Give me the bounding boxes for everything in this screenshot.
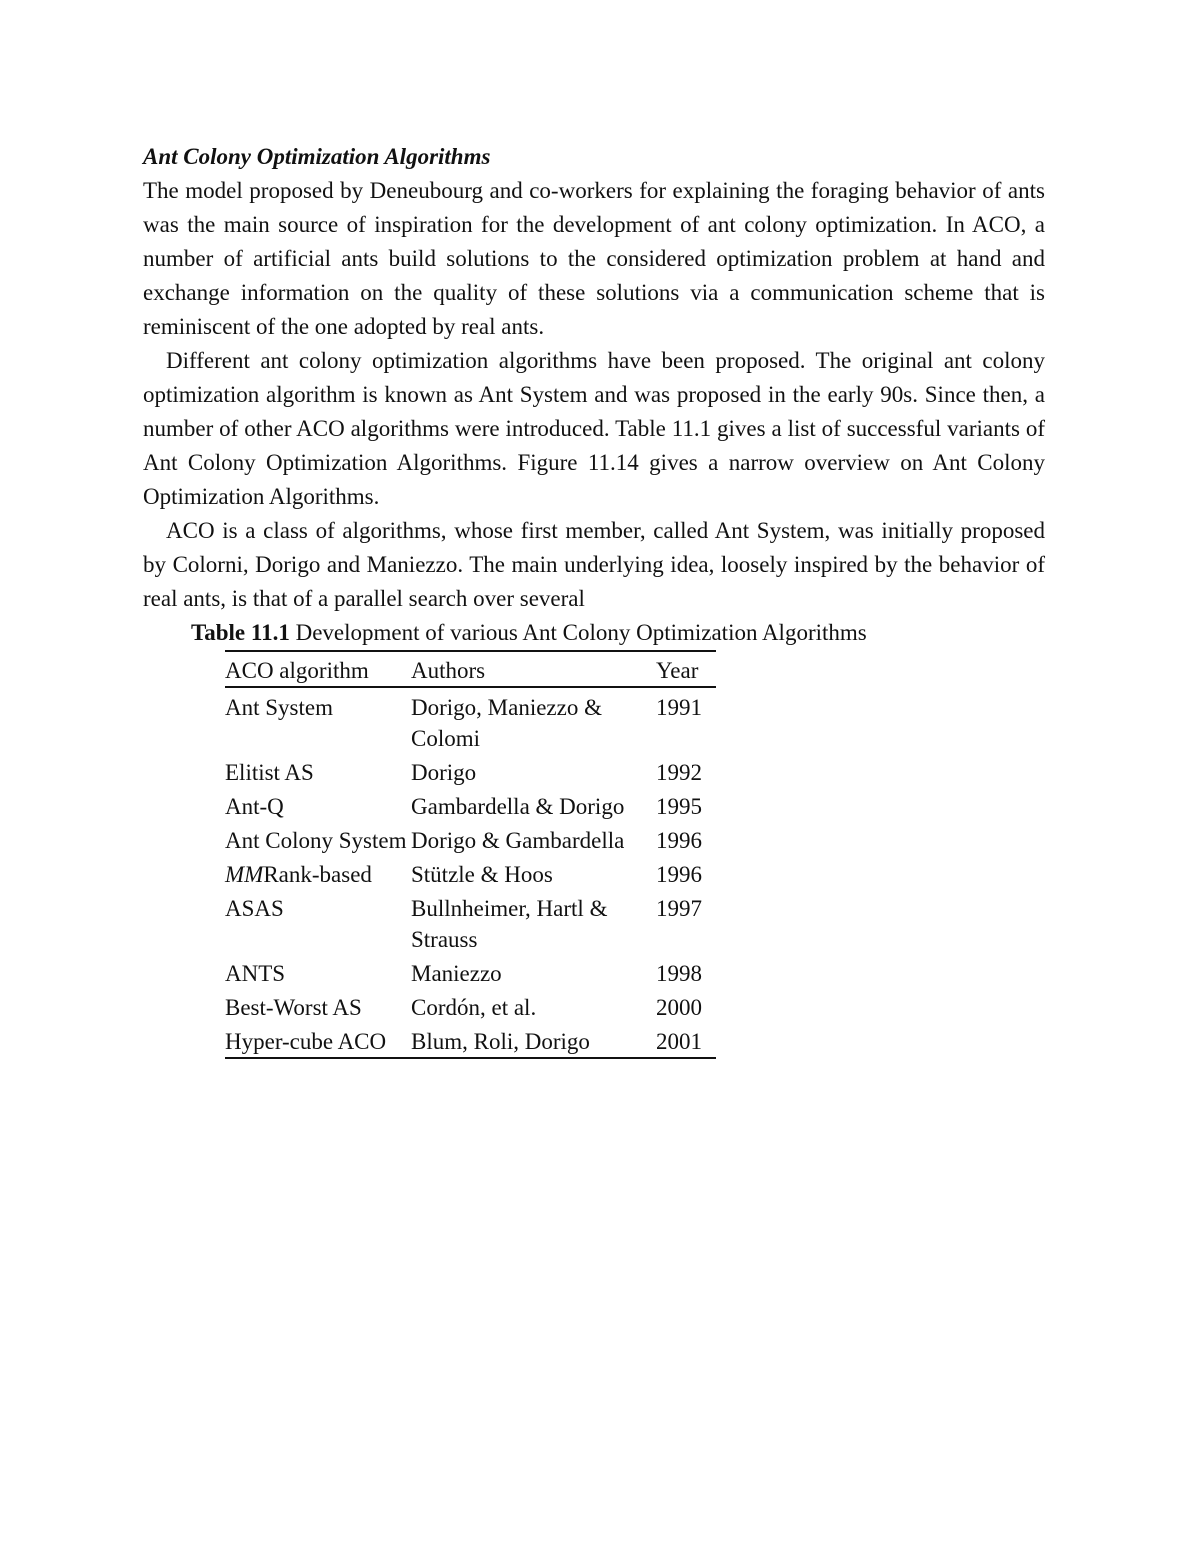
cell-year: 2001 bbox=[656, 1029, 702, 1054]
table-row bbox=[225, 989, 716, 1023]
cell-year: 1996 bbox=[656, 862, 702, 887]
cell-year: 1996 bbox=[656, 828, 702, 853]
paragraph-2: Different ant colony optimization algorithms have been proposed. The original ant colony optimization algorithm is known as Ant System and was proposed in the early 90s. Since then, a number of other ACO algorithms were introduced. Table 11.1 gives a list of successful variants of Ant Colony Optimization Algorithms. Figure 11.14 gives a narrow overview on Ant Colony Optimization Algorithms. bbox=[143, 348, 1045, 509]
cell-authors: Bullnheimer, Hartl & Strauss bbox=[411, 896, 608, 952]
cell-year: 1995 bbox=[656, 794, 702, 819]
cell-authors: Dorigo, Maniezzo & Colomi bbox=[411, 695, 602, 751]
paragraph-1: The model proposed by Deneubourg and co-workers for explaining the foraging behavior of ants was the main source of inspiration for the development of ant colony optimization. In ACO, a number of artificial ants build solutions to the considered optimization problem at hand and exchange information on the quality of these solutions via a communication scheme that is reminiscent of the one adopted by real ants. bbox=[143, 178, 1045, 339]
table-row bbox=[225, 856, 716, 890]
page-content bbox=[143, 140, 1045, 1059]
header-year: Year bbox=[656, 651, 716, 687]
table-header-row bbox=[225, 651, 716, 687]
table-row bbox=[225, 754, 716, 788]
section-heading: Ant Colony Optimization Algorithms bbox=[143, 144, 491, 169]
cell-algorithm: Ant-Q bbox=[225, 794, 284, 819]
table-caption-text: Development of various Ant Colony Optimization Algorithms bbox=[289, 620, 867, 645]
cell-algorithm: Elitist AS bbox=[225, 760, 314, 785]
cell-year: 1998 bbox=[656, 961, 702, 986]
table-row bbox=[225, 822, 716, 856]
table-row bbox=[225, 955, 716, 989]
aco-algorithms-table bbox=[225, 650, 716, 1059]
cell-authors: Blum, Roli, Dorigo bbox=[411, 1029, 590, 1054]
cell-year: 1997 bbox=[656, 896, 702, 921]
cell-authors: Maniezzo bbox=[411, 961, 502, 986]
cell-algorithm bbox=[225, 856, 411, 890]
cell-algorithm: ANTS bbox=[225, 961, 286, 986]
cell-authors: Cordón, et al. bbox=[411, 995, 537, 1020]
cell-year: 1991 bbox=[656, 695, 702, 720]
cell-algorithm-prefix: MM bbox=[225, 862, 264, 887]
cell-algorithm: Ant Colony System bbox=[225, 828, 407, 853]
cell-authors: Dorigo & Gambardella bbox=[411, 828, 625, 853]
cell-authors: Dorigo bbox=[411, 760, 477, 785]
table-row bbox=[225, 687, 716, 754]
table-row bbox=[225, 788, 716, 822]
cell-algorithm: Hyper-cube ACO bbox=[225, 1029, 387, 1054]
header-aco-algorithm: ACO algorithm bbox=[225, 651, 411, 687]
cell-year: 2000 bbox=[656, 995, 702, 1020]
header-authors: Authors bbox=[411, 651, 656, 687]
table-row bbox=[225, 1023, 716, 1058]
cell-algorithm: Ant System bbox=[225, 695, 333, 720]
cell-algorithm: ASAS bbox=[225, 896, 284, 921]
table-caption bbox=[191, 616, 1045, 650]
cell-year: 1992 bbox=[656, 760, 702, 785]
cell-algorithm: Best-Worst AS bbox=[225, 995, 362, 1020]
paragraph-3: ACO is a class of algorithms, whose first member, called Ant System, was initially proposed by Colorni, Dorigo and Maniezzo. The main underlying idea, loosely inspired by the behavior of real ants, is that of a parallel search over several bbox=[143, 518, 1045, 611]
table-row bbox=[225, 890, 716, 955]
cell-authors: Stützle & Hoos bbox=[411, 862, 553, 887]
cell-authors: Gambardella & Dorigo bbox=[411, 794, 625, 819]
cell-algorithm-name: Rank-based bbox=[263, 862, 372, 887]
table-caption-label: Table 11.1 bbox=[191, 620, 290, 645]
